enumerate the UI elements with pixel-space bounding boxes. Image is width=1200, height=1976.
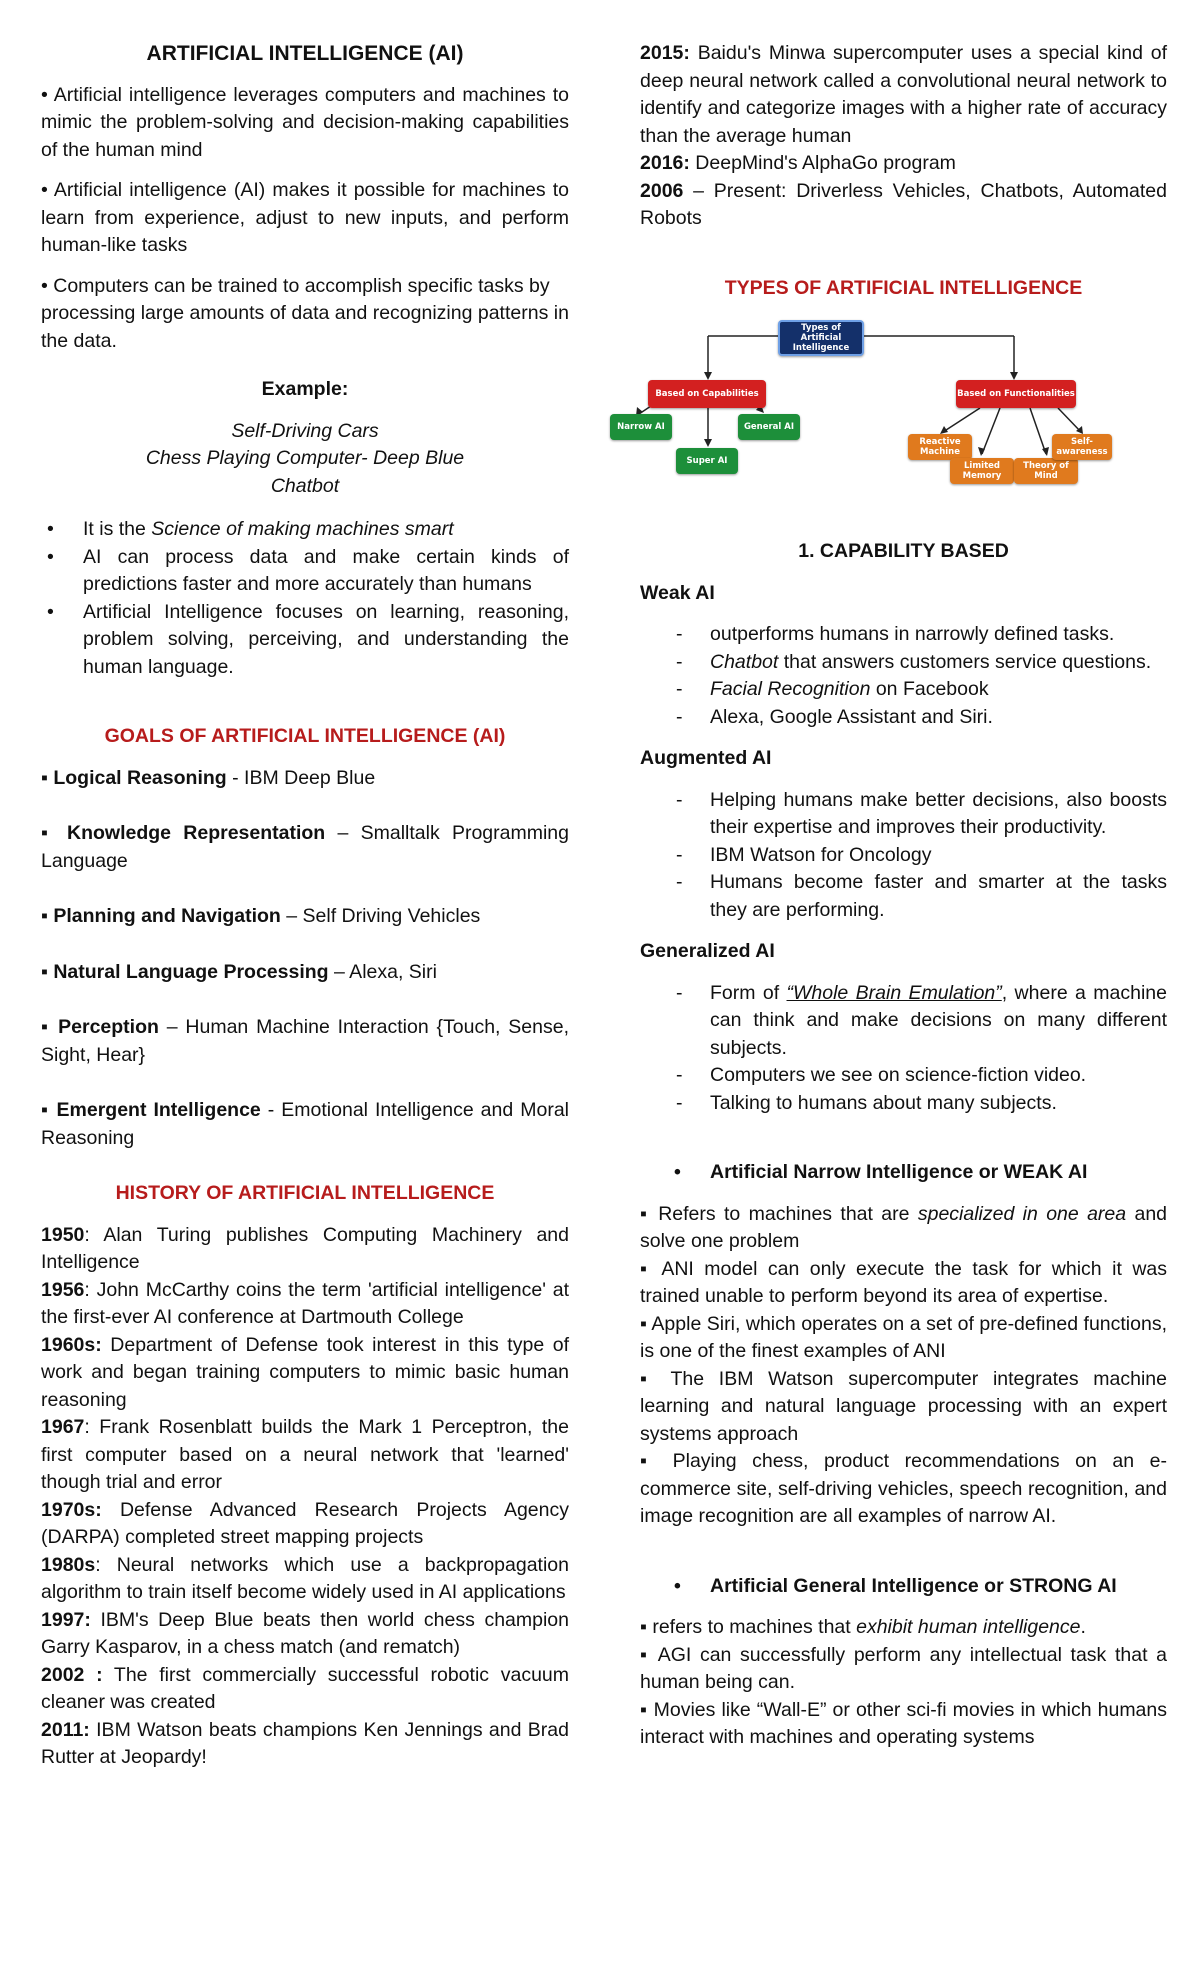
generalized-ai-list	[640, 980, 1167, 1118]
goal-item	[41, 959, 569, 987]
example-item: Self-Driving Cars	[231, 419, 379, 442]
history-entry	[640, 40, 1167, 150]
ani-point: ▪ The IBM Watson supercomputer integrates machine learning and natural language processing with an expert systems approach	[640, 1367, 1167, 1445]
self-awareness-node: Self-awareness	[1052, 434, 1112, 460]
history-year: 1970s:	[41, 1498, 102, 1521]
ani-section	[640, 1201, 1167, 1531]
history-text: Baidu's Minwa supercomputer uses a special kind of deep neural network called a convolutional neural network to identify and categorize images with a higher rate of accuracy than the average human	[640, 42, 1167, 147]
list-item: • AI can process data and make certain kinds of predictions faster and more accurately than humans	[41, 544, 569, 599]
history-year: 1967	[41, 1416, 85, 1438]
goal-name: ▪ Natural Language Processing	[41, 960, 329, 983]
history-heading: HISTORY OF ARTIFICIAL INTELLIGENCE	[115, 1182, 495, 1204]
history-text: Department of Defense took interest in this type of work and began training computers to mimic basic human reasoning	[41, 1333, 569, 1411]
capability-heading: 1. CAPABILITY BASED	[798, 540, 1009, 562]
list-item: - Humans become faster and smarter at the tasks they are performing.	[676, 869, 1167, 924]
history-entry	[41, 1717, 569, 1772]
history-entry	[41, 1332, 569, 1415]
history-entry	[41, 1277, 569, 1332]
history-year: 1956	[41, 1278, 85, 1301]
ani-point	[640, 1201, 1167, 1256]
capabilities-node: Based on Capabilities	[648, 380, 766, 408]
functionalities-node: Based on Functionalities	[956, 380, 1076, 408]
page-title: ARTIFICIAL INTELLIGENCE (AI)	[146, 42, 464, 65]
history-entry	[640, 150, 1167, 178]
goal-example: - Emotional Intelligence and Moral Reasoning	[41, 1099, 569, 1149]
history-text: IBM Watson beats champions Ken Jennings and Brad Rutter at Jeopardy!	[41, 1718, 569, 1768]
history-text: – Present: Driverless Vehicles, Chatbots, Automated Robots	[640, 179, 1167, 229]
history-text: DeepMind's AlphaGo program	[689, 152, 956, 174]
list-item: - IBM Watson for Oncology	[676, 842, 1167, 870]
goal-name: ▪ Perception	[41, 1016, 159, 1038]
history-text: IBM's Deep Blue beats then world chess champion Garry Kasparov, in a chess match (and rematch)	[41, 1608, 569, 1658]
goal-example: – Self Driving Vehicles	[280, 905, 481, 927]
agi-point-text: .	[1080, 1616, 1086, 1638]
whole-brain-emulation-term: “Whole Brain Emulation”	[786, 981, 1002, 1004]
generalized-ai-heading: Generalized AI	[640, 940, 775, 962]
ai-types-diagram	[610, 308, 1200, 538]
left-column	[41, 40, 569, 1772]
history-year: 2011:	[41, 1718, 90, 1741]
list-item: - Talking to humans about many subjects.	[676, 1090, 1167, 1118]
history-entry	[41, 1497, 569, 1552]
ani-point: ▪ Playing chess, product recommendations on an e-commerce site, self-driving vehicles, speech recognition, and image recognition are all examples of narrow AI.	[640, 1450, 1167, 1527]
list-item-emphasis: Chatbot	[710, 650, 779, 673]
example-heading: Example:	[261, 378, 349, 400]
history-entry	[41, 1552, 569, 1607]
history-entry	[41, 1662, 569, 1717]
agi-section	[640, 1614, 1167, 1752]
list-item-emphasis: Facial Recognition	[710, 678, 871, 700]
goal-name: ▪ Planning and Navigation	[41, 905, 281, 927]
list-item-text: on Facebook	[870, 678, 989, 700]
intro-bullet: • Artificial intelligence (AI) makes it possible for machines to learn from experience, adjust to new inputs, and perform human-like tasks	[41, 179, 569, 256]
list-item: - outperforms humans in narrowly defined tasks.	[676, 621, 1167, 649]
history-continued	[640, 40, 1167, 233]
list-item: - Helping humans make better decisions, also boosts their expertise and improves their productivity.	[676, 787, 1167, 842]
agi-point: ▪ Movies like “Wall-E” or other sci-fi movies in which humans interact with machines and operating systems	[640, 1698, 1167, 1748]
goal-name: ▪ Logical Reasoning	[41, 766, 227, 789]
history-year: 1997:	[41, 1608, 91, 1631]
goals-heading: GOALS OF ARTIFICIAL INTELLIGENCE (AI)	[104, 725, 506, 747]
list-item-text: It is the	[83, 518, 152, 540]
diagram-connectors	[610, 308, 1200, 538]
goal-example: – Human Machine Interaction {Touch, Sense, Sight, Hear}	[41, 1016, 569, 1066]
list-item: - Computers we see on science-fiction video.	[676, 1062, 1167, 1090]
agi-point-text: ▪ refers to machines that	[640, 1616, 857, 1638]
list-item-text: Form of	[710, 981, 787, 1004]
weak-ai-list	[640, 621, 1167, 731]
history-text: : Alan Turing publishes Computing Machinery and Intelligence	[41, 1223, 569, 1273]
goal-example: - IBM Deep Blue	[226, 766, 376, 789]
limited-memory-node: Limited Memory	[950, 458, 1014, 484]
goal-example: – Alexa, Siri	[328, 960, 437, 983]
weak-ai-heading: Weak AI	[640, 581, 715, 604]
history-text: : Frank Rosenblatt builds the Mark 1 Perceptron, the first computer based on a neural network that 'learned' though trial and error	[41, 1416, 569, 1493]
intro-bullet: • Computers can be trained to accomplish specific tasks by processing large amounts of data and recognizing patterns in the data.	[41, 274, 569, 352]
agi-heading: • Artificial General Intelligence or STRONG AI	[640, 1573, 1167, 1601]
right-column	[617, 40, 1168, 1752]
ai-facts-list	[41, 516, 569, 681]
goal-example: – Smalltalk Programming Language	[41, 822, 569, 872]
history-year: 2015:	[640, 42, 690, 64]
goal-name: ▪ Emergent Intelligence	[41, 1099, 261, 1121]
goal-item	[41, 1097, 569, 1152]
history-list	[41, 1222, 569, 1772]
list-item-emphasis: Science of making machines smart	[151, 518, 454, 540]
list-item	[676, 649, 1167, 677]
goal-item	[41, 765, 569, 793]
agi-point-emphasis: exhibit human intelligence	[856, 1616, 1081, 1638]
history-text: The first commercially successful robotic vacuum cleaner was created	[41, 1663, 569, 1713]
agi-point	[640, 1614, 1167, 1642]
example-item: Chess Playing Computer- Deep Blue	[145, 447, 465, 469]
list-item-text: , where a machine can think and make decisions on many different subjects.	[710, 981, 1167, 1059]
history-entry	[41, 1607, 569, 1662]
history-entry	[41, 1222, 569, 1277]
goal-name: ▪ Knowledge Representation	[41, 822, 326, 844]
history-year: 1980s	[41, 1553, 96, 1576]
diagram-root-node: Types of Artificial Intelligence	[778, 320, 864, 356]
ani-point: ▪ ANI model can only execute the task for which it was trained unable to perform beyond its area of expertise.	[640, 1257, 1167, 1307]
augmented-ai-heading: Augmented AI	[640, 747, 772, 769]
example-item: Chatbot	[270, 474, 340, 497]
list-item-text: that answers customers service questions.	[778, 650, 1152, 673]
history-entry	[41, 1414, 569, 1497]
super-ai-node: Super AI	[676, 448, 738, 474]
list-item: • Artificial Intelligence focuses on learning, reasoning, problem solving, perceiving, and understanding the human language.	[41, 599, 569, 682]
ani-point-text: ▪ Refers to machines that are	[640, 1202, 918, 1225]
list-item	[41, 516, 569, 544]
ani-point-emphasis: specialized in one area	[917, 1202, 1127, 1225]
ani-point: ▪ Apple Siri, which operates on a set of pre-defined functions, is one of the finest examples of ANI	[640, 1312, 1167, 1362]
list-item	[676, 980, 1167, 1063]
list-item: - Alexa, Google Assistant and Siri.	[676, 704, 1167, 732]
history-text: : Neural networks which use a backpropagation algorithm to train itself become widely used in AI applications	[41, 1553, 569, 1603]
list-item	[676, 676, 1167, 704]
history-year: 2016:	[640, 152, 690, 174]
history-text: : John McCarthy coins the term 'artificial intelligence' at the first-ever AI conference at Dartmouth College	[41, 1278, 569, 1328]
types-heading: TYPES OF ARTIFICIAL INTELLIGENCE	[724, 276, 1083, 299]
ani-point-text: and solve one problem	[640, 1202, 1168, 1252]
agi-point: ▪ AGI can successfully perform any intellectual task that a human being can.	[640, 1643, 1167, 1693]
history-entry	[640, 178, 1167, 233]
narrow-ai-node: Narrow AI	[610, 414, 672, 440]
history-year: 1960s:	[41, 1333, 102, 1356]
history-text: Defense Advanced Research Projects Agency (DARPA) completed street mapping projects	[41, 1498, 569, 1548]
reactive-machine-node: Reactive Machine	[908, 434, 972, 460]
history-year: 1950	[41, 1223, 85, 1246]
general-ai-node: General AI	[738, 414, 800, 440]
theory-of-mind-node: Theory of Mind	[1014, 458, 1078, 484]
intro-bullet: • Artificial intelligence leverages computers and machines to mimic the problem-solving and decision-making capabilities of the human mind	[41, 83, 569, 161]
history-year: 2006	[640, 179, 684, 202]
ani-heading: • Artificial Narrow Intelligence or WEAK AI	[640, 1159, 1167, 1187]
goal-item	[41, 903, 569, 931]
history-year: 2002 :	[41, 1663, 103, 1686]
goal-item	[41, 1014, 569, 1069]
goal-item	[41, 820, 569, 875]
augmented-ai-list	[640, 787, 1167, 925]
